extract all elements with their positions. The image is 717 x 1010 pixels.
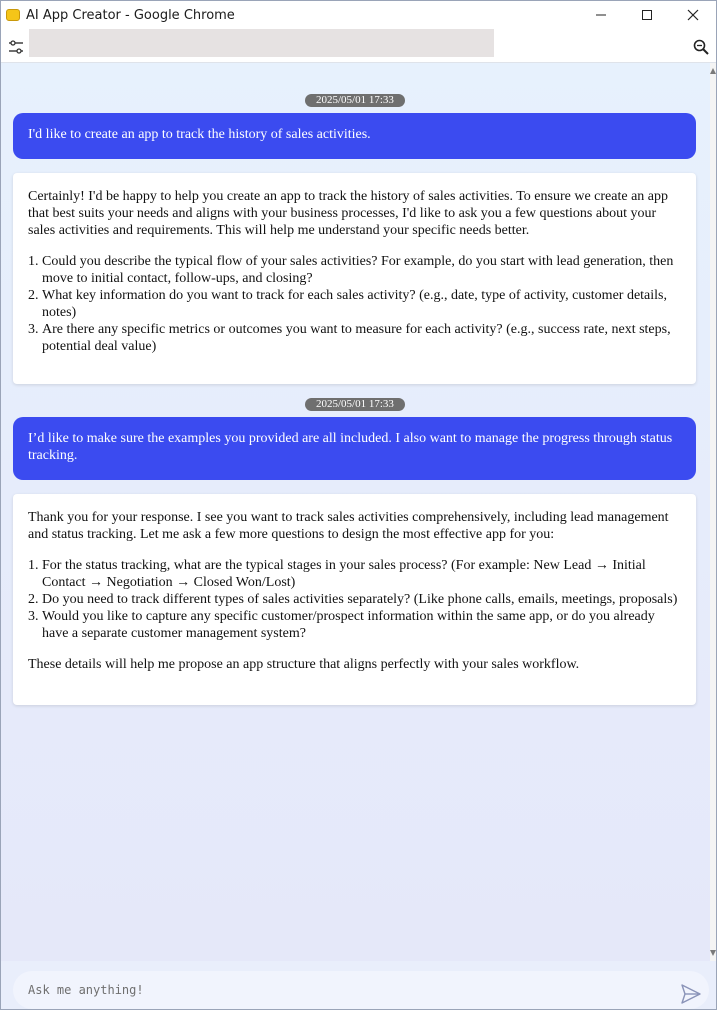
close-button[interactable] — [670, 1, 716, 29]
assistant-closing: These details will help me propose an app structure that aligns perfectly with your sales workflow. — [28, 657, 580, 672]
window-title: AI App Creator - Google Chrome — [26, 7, 235, 23]
user-message: I’d like to make sure the examples you provided are all included. I also want to manage the progress through status tracking. — [13, 417, 696, 480]
question-item: 1. For the status tracking, what are the typical stages in your sales process? (For example: New Lead → Initial Contact → Negotiation → Closed Won/Lost) — [42, 557, 681, 591]
assistant-intro: Certainly! I'd be happy to help you create an app to track the history of sales activities. To ensure we create an app that best suits your needs and aligns with your business processes, I'd like to ask you a few questions about your sales activities and requirements. This will help me understand your specific needs better. — [28, 189, 668, 238]
question-list — [28, 557, 681, 642]
maximize-button[interactable] — [624, 1, 670, 29]
question-list — [28, 253, 681, 355]
browser-toolbar — [1, 29, 716, 63]
message-input-container — [13, 971, 709, 1009]
question-item: 3. Would you like to capture any specific customer/prospect information within the same app, or do you already have a separate customer management system? — [42, 608, 681, 642]
close-icon — [687, 9, 699, 21]
question-item: 2. What key information do you want to track for each sales activity? (e.g., date, type of activity, customer details, notes) — [42, 287, 681, 321]
question-item: 3. Are there any specific metrics or outcomes you want to measure for each activity? (e.g., success rate, next steps, potential deal value) — [42, 321, 681, 355]
assistant-message — [13, 494, 696, 705]
composer — [1, 961, 716, 1010]
title-bar — [1, 1, 716, 29]
send-icon[interactable] — [680, 983, 702, 1005]
assistant-intro: Thank you for your response. I see you want to track sales activities comprehensively, including lead management and status tracking. Let me ask a few more questions to design the most effective app for you: — [28, 510, 669, 542]
app-logo-icon — [6, 9, 20, 21]
user-message: I'd like to create an app to track the history of sales activities. — [13, 113, 696, 159]
maximize-icon — [641, 9, 653, 21]
scroll-down-arrow-icon[interactable] — [710, 949, 716, 957]
message-timestamp: 2025/05/01 17:33 — [305, 94, 405, 107]
address-bar[interactable] — [29, 29, 494, 57]
zoom-icon[interactable] — [692, 38, 710, 56]
sliders-icon[interactable] — [7, 38, 25, 56]
message-timestamp: 2025/05/01 17:33 — [305, 398, 405, 411]
minimize-icon — [595, 9, 607, 21]
window-controls — [578, 1, 716, 29]
scrollbar[interactable] — [710, 63, 716, 961]
question-item: 1. Could you describe the typical flow of your sales activities? For example, do you start with lead generation, then move to initial contact, follow-ups, and closing? — [42, 253, 681, 287]
scroll-up-arrow-icon[interactable] — [710, 67, 716, 75]
assistant-message — [13, 173, 696, 384]
message-input[interactable] — [28, 971, 648, 1009]
minimize-button[interactable] — [578, 1, 624, 29]
question-item: 2. Do you need to track different types of sales activities separately? (Like phone calls, emails, meetings, proposals) — [42, 591, 681, 608]
